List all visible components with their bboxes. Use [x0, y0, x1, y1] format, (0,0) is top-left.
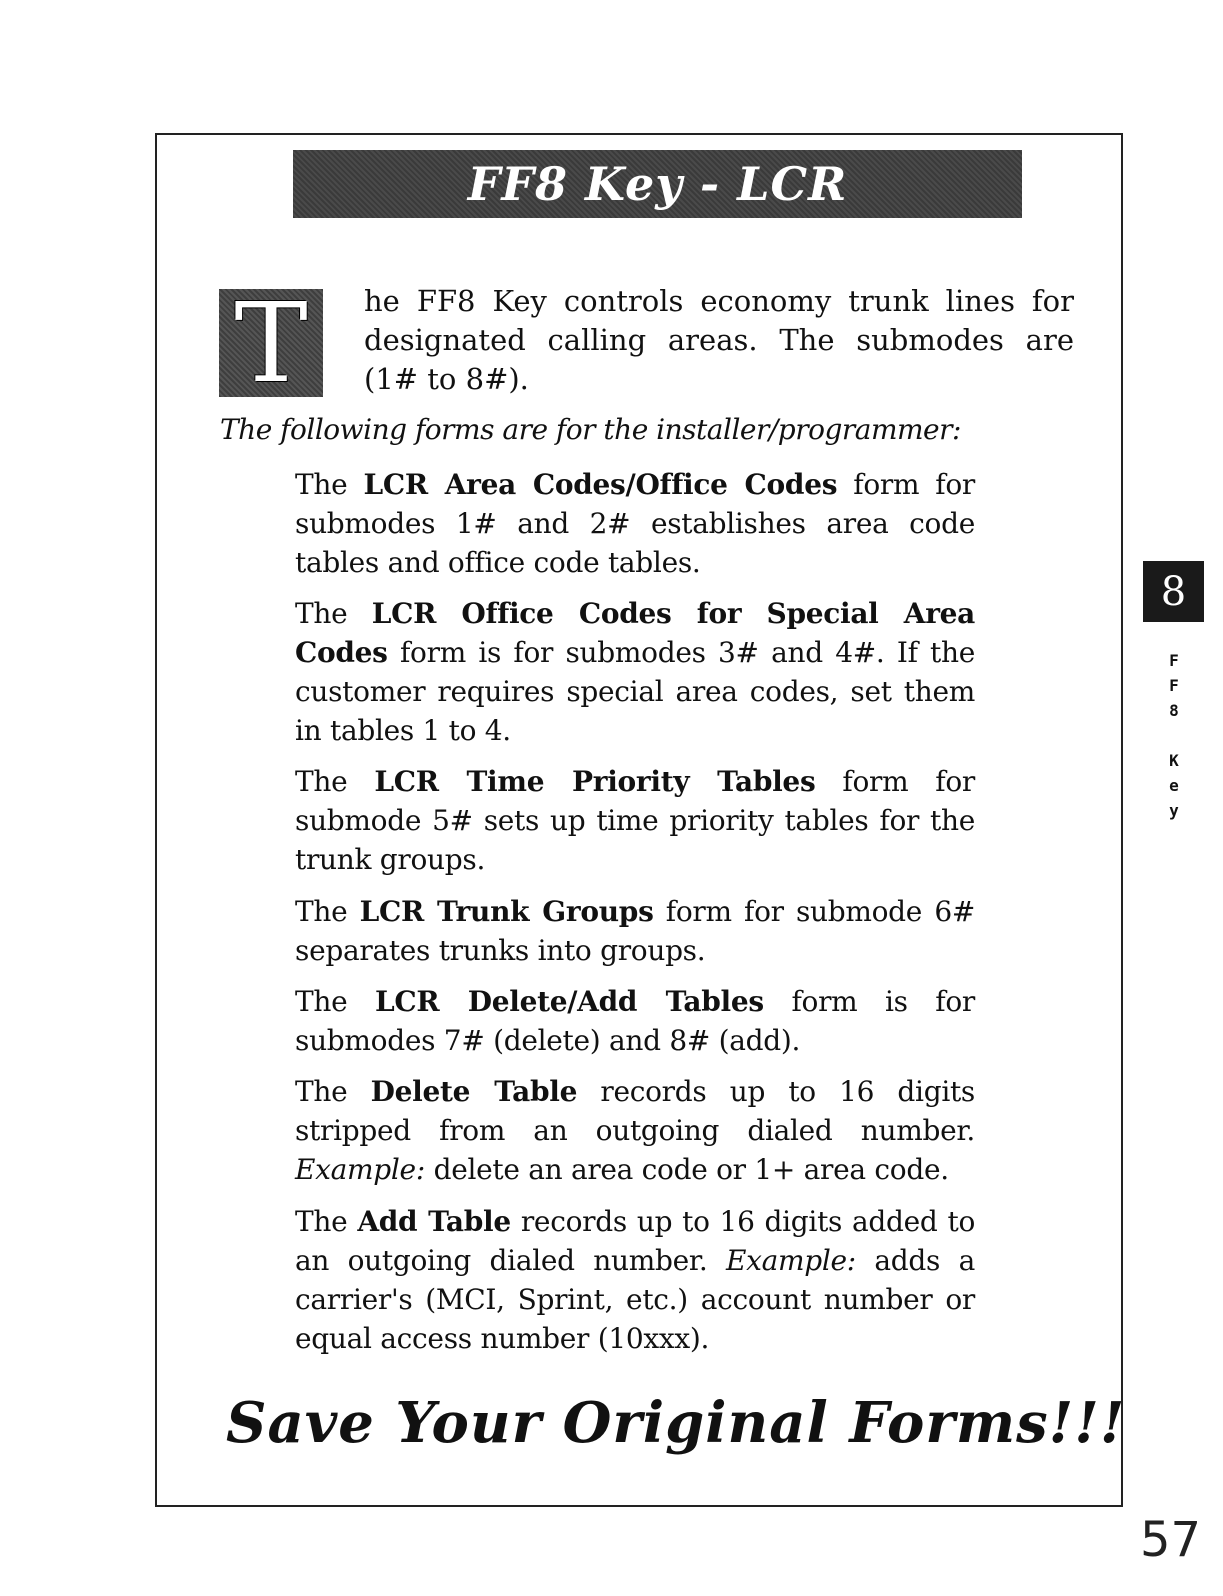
paragraph-delete-table: The Delete Table records up to 16 digits stripped from an outgoing dialed number. Example: delete an area code or 1+ area code.	[295, 1075, 975, 1186]
paragraph-time-priority-tables: The LCR Time Priority Tables form for submode 5# sets up time priority tables for the trunk groups.	[295, 765, 975, 876]
tab-letter: K	[1169, 751, 1179, 770]
page-title: FF8 Key - LCR	[467, 157, 848, 211]
paragraph-area-office-codes: The LCR Area Codes/Office Codes form for submodes 1# and 2# establishes area code tables and office code tables.	[295, 468, 975, 579]
drop-cap	[219, 279, 323, 407]
tab-letter: F	[1169, 676, 1179, 695]
chapter-tab-number: 8	[1160, 568, 1187, 615]
chapter-tab	[1143, 561, 1204, 622]
save-forms-banner: Save Your Original Forms!!!	[226, 1390, 1126, 1456]
tab-letter-spacer	[1160, 723, 1188, 748]
tab-letter: y	[1169, 801, 1179, 820]
paragraph-special-area-codes: The LCR Office Codes for Special Area Codes form is for submodes 3# and 4#. If the customer requires special area codes, set them in tables 1 to 4.	[295, 597, 975, 747]
following-forms-heading: The following forms are for the installer/programmer:	[220, 413, 961, 446]
paragraph-add-table: The Add Table records up to 16 digits added to an outgoing dialed number. Example: adds a carrier's (MCI, Sprint, etc.) account number or equal access number (10xxx).	[295, 1205, 975, 1355]
tab-letter: F	[1169, 651, 1179, 670]
paragraph-trunk-groups: The LCR Trunk Groups form for submode 6# separates trunks into groups.	[295, 895, 975, 967]
drop-cap-letter: T	[234, 279, 308, 407]
tab-letter: 8	[1169, 701, 1179, 720]
title-banner	[293, 150, 1022, 218]
tab-letter: e	[1169, 776, 1179, 795]
chapter-tab-label	[1160, 648, 1188, 823]
page-number: 57	[1140, 1512, 1202, 1568]
paragraph-delete-add-tables: The LCR Delete/Add Tables form is for submodes 7# (delete) and 8# (add).	[295, 985, 976, 1057]
intro-paragraph: he FF8 Key controls economy trunk lines for designated calling areas. The submodes are (1# to 8#).	[364, 284, 1074, 396]
